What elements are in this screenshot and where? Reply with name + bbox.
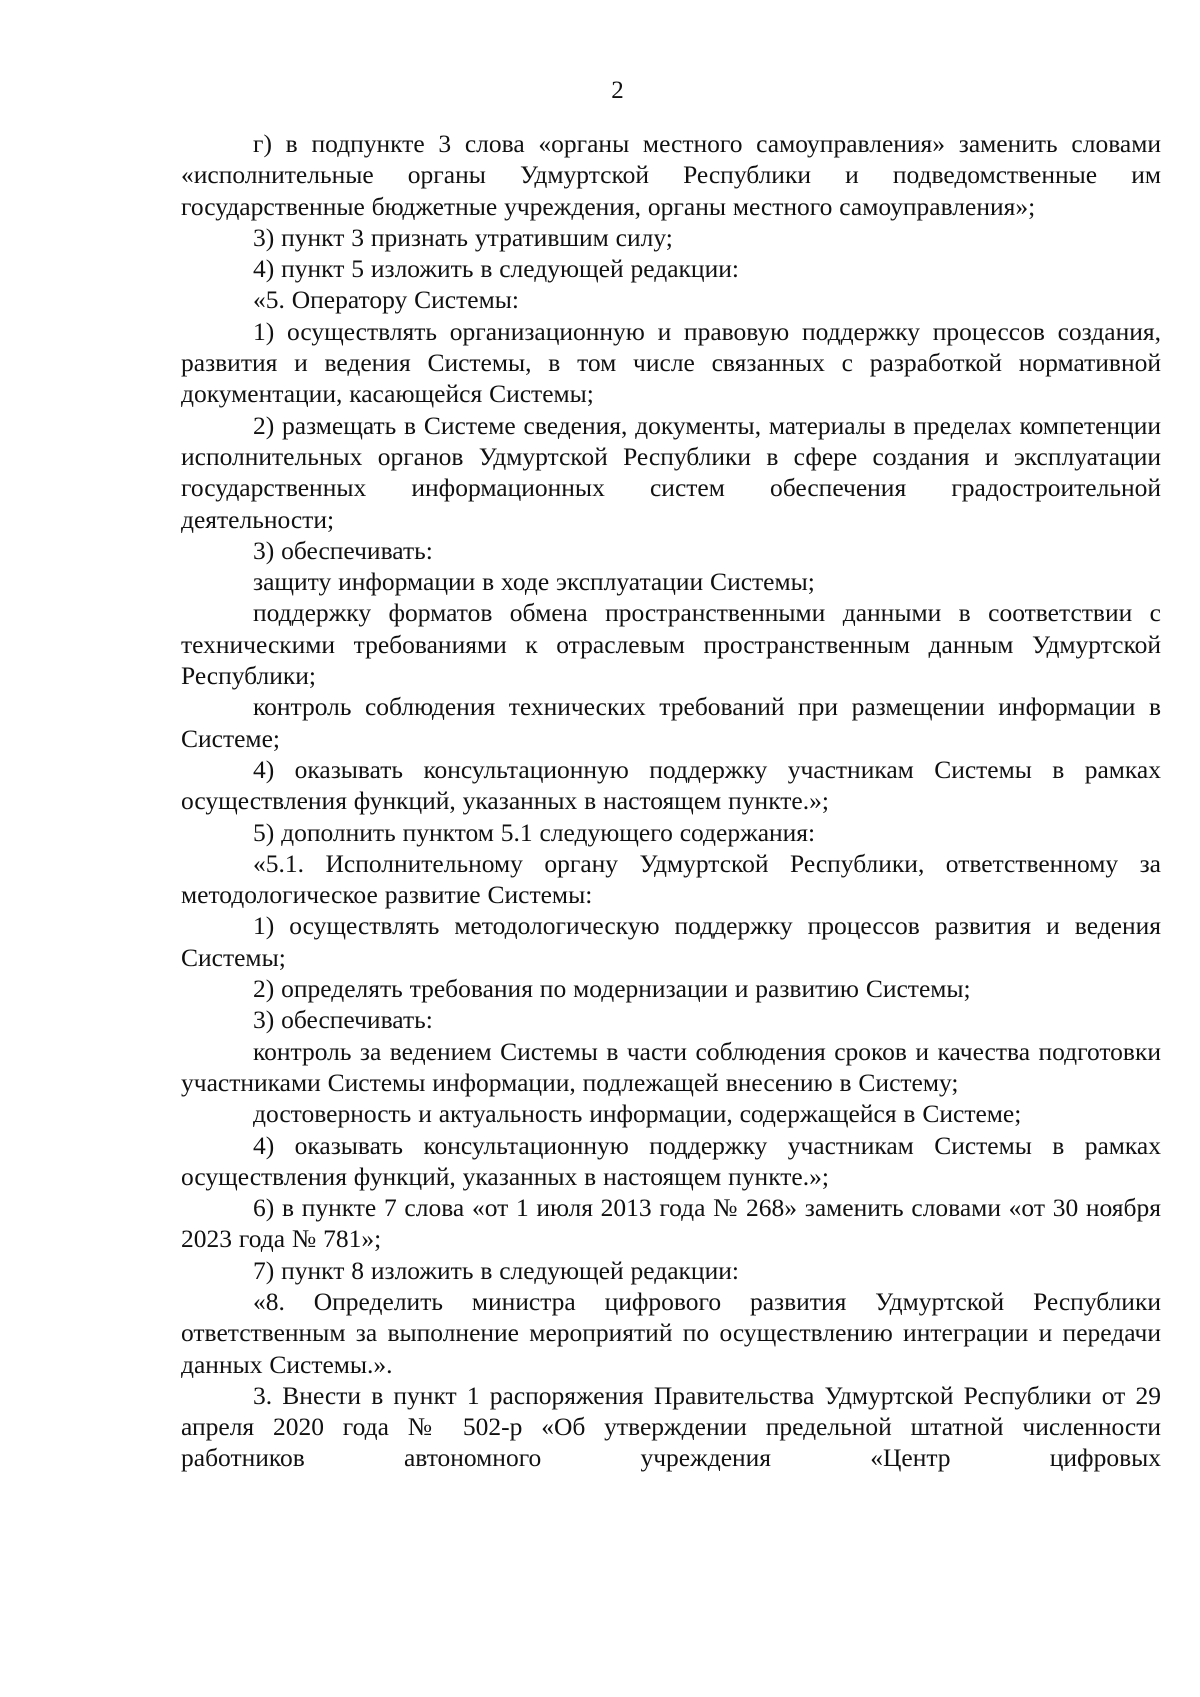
paragraph-point-5-sub-3-b: поддержку форматов обмена пространственными данными в соответствии с техническими требованиями к отраслевым пространственным данным Удмуртской Республики;: [181, 598, 1161, 691]
paragraph-point-5-sub-3-a: защиту информации в ходе эксплуатации Системы;: [253, 567, 815, 597]
paragraph-point-5-heading: «5. Оператору Системы:: [253, 285, 519, 315]
paragraph-item-7-intro: 7) пункт 8 изложить в следующей редакции:: [253, 1255, 739, 1285]
paragraph-point-5-sub-3-c: контроль соблюдения технических требований при размещении информации в Системе;: [181, 692, 1161, 753]
paragraph-point-5-1-heading: «5.1. Исполнительному органу Удмуртской Республики, ответственному за методологическое развитие Системы:: [181, 848, 1161, 910]
paragraph-item-5-intro: 5) дополнить пунктом 5.1 следующего содержания:: [253, 817, 816, 847]
paragraph-point-5-1-sub-3-a: контроль за ведением Системы в части соблюдения сроков и качества подготовки участниками Системы информации, подлежащей внесению в Систему;: [181, 1036, 1161, 1097]
paragraph-point-5-1-sub-3: 3) обеспечивать:: [253, 1005, 433, 1035]
paragraph-subitem-g: г) в подпункте 3 слова «органы местного самоуправления» заменить словами «исполнительные органы Удмуртской Республики и подведомственные им государственные бюджетные учреждения, органы местного самоуправления»;: [181, 129, 1161, 221]
paragraph-point-5-1-sub-3-b: достоверность и актуальность информации, содержащейся в Системе;: [253, 1099, 1022, 1129]
paragraph-item-6: 6) в пункте 7 слова «от 1 июля 2013 года № 268» заменить словами «от 30 ноября 2023 года № 781»;: [181, 1193, 1161, 1254]
paragraph-point-5-sub-2: 2) размещать в Системе сведения, документы, материалы в пределах компетенции исполнительных органов Удмуртской Республики в сфере создания и эксплуатации государственных информационных систем обеспечения градостроительной деятельности;: [181, 410, 1161, 534]
paragraph-item-4-intro: 4) пункт 5 изложить в следующей редакции:: [253, 254, 739, 284]
paragraph-point-5-1-sub-2: 2) определять требования по модернизации и развитию Системы;: [253, 974, 971, 1004]
paragraph-point-5-sub-4: 4) оказывать консультационную поддержку участникам Системы в рамках осуществления функций, указанных в настоящем пункте.»;: [181, 754, 1161, 816]
paragraph-point-5-sub-1: 1) осуществлять организационную и правовую поддержку процессов создания, развития и ведения Системы, в том числе связанных с разработкой нормативной документации, касающейся Системы;: [181, 316, 1161, 409]
document-body: [181, 128, 1161, 1474]
paragraph-item-3-repeal: 3) пункт 3 признать утратившим силу;: [253, 222, 673, 252]
paragraph-point-5-1-sub-4: 4) оказывать консультационную поддержку участникам Системы в рамках осуществления функций, указанных в настоящем пункте.»;: [181, 1130, 1161, 1191]
paragraph-point-8: «8. Определить министра цифрового развития Удмуртской Республики ответственным за выполнение мероприятий по осуществлению интеграции и передачи данных Системы.».: [181, 1286, 1161, 1379]
paragraph-point-5-1-sub-1: 1) осуществлять методологическую поддержку процессов развития и ведения Системы;: [181, 911, 1161, 972]
page-number: 2: [611, 77, 624, 104]
paragraph-point-5-sub-3: 3) обеспечивать:: [253, 535, 433, 565]
paragraph-section-3: 3. Внести в пункт 1 распоряжения Правительства Удмуртской Республики от 29 апреля 2020 года № 502-р «Об утверждении предельной штатной численности работников автономного учреждения «Центр цифровых: [181, 1380, 1161, 1473]
